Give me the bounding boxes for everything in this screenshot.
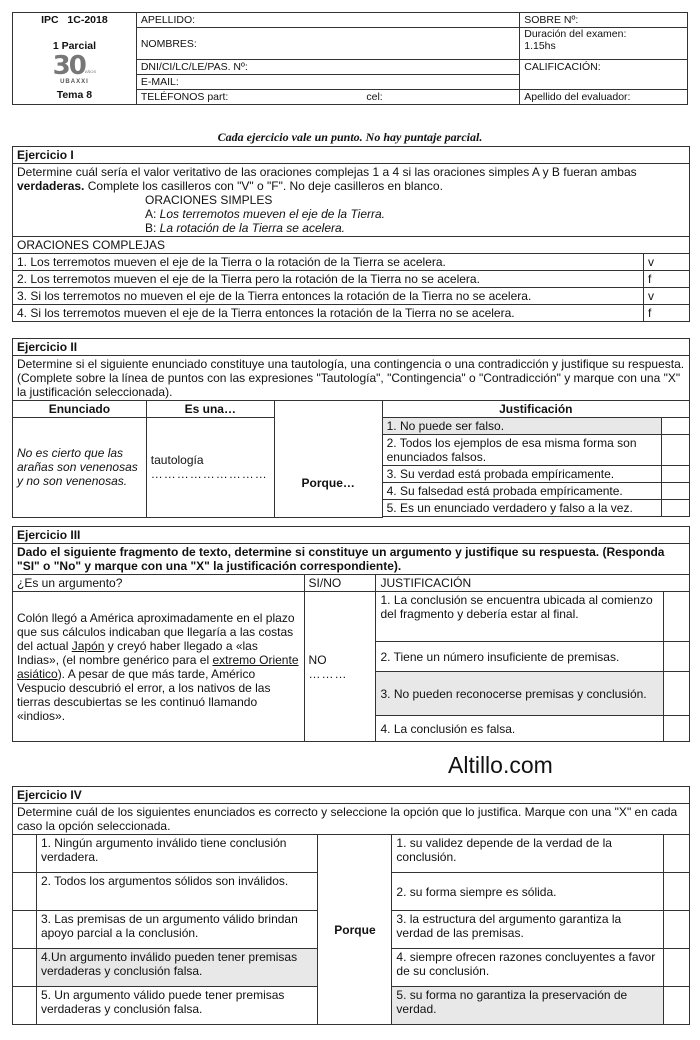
ej2-answer: tautología — [150, 453, 204, 468]
ej1-row: 4. Si los terremotos mueven el eje de la Tierra entonces la rotación de la Tierra no se acelera. f — [13, 305, 690, 322]
ejercicio-1 — [12, 146, 690, 322]
ej1-simples — [17, 193, 685, 235]
sobre-field[interactable]: SOBRE Nº: — [520, 13, 688, 28]
ej3-option: 2. Tiene un número insuficiente de premisas. — [376, 642, 664, 672]
ej1-row: 1. Los terremotos mueven el eje de la Tierra o la rotación de la Tierra se acelera. v — [13, 254, 690, 271]
logo-number: 30 — [52, 51, 85, 81]
ej2-dots: ……………………… — [150, 467, 268, 482]
ej4-right-option: 4. siempre ofrecen razones concluyentes a favor de su conclusión. — [392, 949, 664, 987]
cel-label: cel: — [366, 91, 383, 103]
calificacion-field[interactable]: CALIFICACIÓN: — [520, 60, 688, 90]
ej4-right-option: 5. su forma no garantiza la preservación de verdad. — [392, 987, 664, 1025]
ej2-option: 4. Su falsedad está probada empíricamente. — [382, 483, 661, 500]
ejercicio-4 — [12, 786, 690, 1025]
ej1-title: Ejercicio I — [13, 147, 690, 164]
ej1-complejas-title: ORACIONES COMPLEJAS — [13, 237, 690, 254]
ejercicio-3 — [12, 526, 690, 742]
course-cell — [13, 13, 137, 105]
ej2-answer-cell[interactable] — [146, 418, 274, 518]
ej3-option: 4. La conclusión es falsa. — [376, 716, 664, 742]
ej1-simple-b: B: La rotación de la Tierra se acelera. — [145, 221, 345, 235]
ej2-col-enunciado: Enunciado — [13, 401, 147, 418]
ej4-right-mark-box[interactable] — [664, 873, 690, 911]
ej4-right-mark-box[interactable] — [664, 835, 690, 873]
ej4-left-mark-box[interactable] — [13, 911, 37, 949]
ej3-option: 3. No pueden reconocerse premisas y conclusión. — [376, 672, 664, 716]
ejercicio-2 — [12, 338, 690, 518]
watermark: Altillo.com — [448, 752, 553, 778]
ej1-answer-box[interactable]: f — [644, 271, 690, 288]
ej1-simple-a: A: Los terremotos mueven el eje de la Tierra. — [145, 207, 386, 221]
ej1-answer-box[interactable]: f — [644, 305, 690, 322]
ej3-title: Ejercicio III — [13, 527, 690, 544]
ej2-mark-box[interactable] — [662, 466, 690, 483]
apellido-field[interactable]: APELLIDO: — [136, 13, 519, 28]
topic-label: Tema 8 — [56, 89, 93, 101]
ej1-row: 2. Los terremotos mueven el eje de la Tierra pero la rotación de la Tierra no se acelera. f — [13, 271, 690, 288]
ej4-left-option: 1. Ningún argumento inválido tiene conclusión verdadera. — [36, 835, 318, 873]
ej3-option: 1. La conclusión se encuentra ubicada al comienzo del fragmento y debería estar al final. — [376, 592, 664, 642]
ej4-right-option: 3. la estructura del argumento garantiza la verdad de las premisas. — [392, 911, 664, 949]
ej2-mark-box[interactable] — [662, 483, 690, 500]
ej2-option: 1. No puede ser falso. — [382, 418, 661, 435]
ej3-answer-cell[interactable] — [304, 592, 376, 742]
ej1-answer-box[interactable]: v — [644, 288, 690, 305]
ej4-porque: Porque — [318, 835, 392, 1025]
ej2-option: 3. Su verdad está probada empíricamente. — [382, 466, 661, 483]
ej3-mark-box[interactable] — [664, 592, 690, 642]
telefonos-field[interactable] — [136, 90, 519, 105]
duracion-label: Duración del examen: — [524, 28, 627, 40]
ej4-left-mark-box[interactable] — [13, 987, 37, 1025]
ej4-left-mark-box[interactable] — [13, 873, 37, 911]
ej3-col-sino: SI/NO — [304, 575, 376, 592]
ej4-left-option: 2. Todos los argumentos sólidos son inválidos. — [36, 873, 318, 911]
ej1-row: 3. Si los terremotos no mueven el eje de la Tierra entonces la rotación de la Tierra no se acelera. v — [13, 288, 690, 305]
points-note: Cada ejercicio vale un punto. No hay puntaje parcial. — [217, 130, 483, 144]
ej2-mark-box[interactable] — [662, 500, 690, 517]
ej2-mark-box[interactable] — [662, 418, 690, 435]
email-field[interactable]: E-MAIL: — [136, 75, 519, 90]
ej3-instructions: Dado el siguiente fragmento de texto, determine si constituye un argumento y justifique su respuesta. (Responda "SI" o "No" y marque con una "X" la justificación correspondiente). — [13, 544, 690, 575]
ej2-option: 5. Es un enunciado verdadero y falso a la vez. — [382, 500, 661, 517]
ej2-porque: Porque… — [274, 401, 382, 518]
ej4-left-option: 3. Las premisas de un argumento válido brindan apoyo parcial a la conclusión. — [36, 911, 318, 949]
ej2-col-just: Justificación — [382, 401, 689, 418]
ej1-body — [13, 164, 690, 237]
ej2-title: Ejercicio II — [13, 339, 690, 356]
ej2-mark-box[interactable] — [662, 435, 690, 466]
duracion-value: 1.15hs — [524, 40, 556, 52]
evaluador-field[interactable] — [520, 90, 688, 105]
ej1-instructions: Determine cuál sería el valor veritativo de las oraciones complejas 1 a 4 si las oraciones simples A y B fueran ambas verdaderas. Complete los casilleros con "V" o "F". No deje casilleros en blanco. — [17, 165, 637, 193]
ej3-mark-box[interactable] — [664, 642, 690, 672]
ej3-fragment: Colón llegó a América aproximadamente en el plazo que sus cálculos indicaban que llegaría a las costas del actual Japón y creyó haber llegado a «las Indias», (el nombre genérico para el extremo Oriente asiático). A pesar de que más tarde, Américo Vespucio descubrió el error, a los nativos de las tierras descubiertas se les continuó llamando «indios». — [13, 592, 305, 742]
ej4-left-option: 5. Un argumento válido puede tener premisas verdaderas y conclusión falsa. — [36, 987, 318, 1025]
ej4-left-mark-box[interactable] — [13, 835, 37, 873]
course-label: IPC 1C-2018 — [41, 14, 108, 26]
nombres-label: NOMBRES: — [140, 37, 197, 50]
ej3-mark-box[interactable] — [664, 672, 690, 716]
ej4-right-mark-box[interactable] — [664, 911, 690, 949]
ej4-right-mark-box[interactable] — [664, 949, 690, 987]
logo-sub: UBAXXI — [60, 79, 89, 85]
ej1-answer-box[interactable]: v — [644, 254, 690, 271]
ej4-instructions: Determine cuál de los siguientes enunciados es correcto y seleccione la opción que lo justifica. Marque con una "X" en cada caso la opción seleccionada. — [13, 804, 690, 835]
ej4-left-option: 4.Un argumento inválido pueden tener premisas verdaderas y conclusión falsa. — [36, 949, 318, 987]
evaluador-label: Apellido del evaluador: — [524, 91, 631, 103]
ej2-option: 2. Todos los ejemplos de esa misma forma son enunciados falsos. — [382, 435, 661, 466]
ej3-col-just: JUSTIFICACIÓN — [376, 575, 690, 592]
ej4-right-option: 1. su validez depende de la verdad de la conclusión. — [392, 835, 664, 873]
telefonos-label: TELÉFONOS part: — [140, 91, 229, 103]
ej4-right-option: 2. su forma siempre es sólida. — [392, 873, 664, 911]
ej3-answer: NO — [308, 652, 327, 667]
ej4-title: Ejercicio IV — [13, 787, 690, 804]
ej2-enunciado: No es cierto que las arañas son venenosas y no son venenosas. — [13, 418, 147, 518]
ej2-col-esuna: Es una… — [146, 401, 274, 418]
ej3-mark-box[interactable] — [664, 716, 690, 742]
ej1-simples-title: ORACIONES SIMPLES — [145, 193, 273, 207]
ej2-instructions: Determine si el siguiente enunciado constituye una tautología, una contingencia o una contradicción y justifique su respuesta. (Complete sobre la línea de puntos con las expresiones "Tautología", "Contingencia" o "Contradicción" y marque con una "X" la justificación seleccionada). — [13, 356, 690, 401]
dni-field[interactable]: DNI/CI/LC/LE/PAS. Nº: — [136, 60, 519, 75]
ej3-dots: ……… — [308, 666, 348, 681]
logo-anos: AÑOS — [84, 68, 97, 74]
ej3-col-q: ¿Es un argumento? — [13, 575, 305, 592]
exam-label: 1 Parcial — [52, 40, 97, 52]
ej4-right-mark-box[interactable] — [664, 987, 690, 1025]
duracion-cell — [520, 28, 688, 60]
header-table — [12, 12, 688, 105]
ubaxxi-logo — [13, 53, 136, 87]
ej4-left-mark-box[interactable] — [13, 949, 37, 987]
nombres-field[interactable] — [136, 28, 519, 60]
